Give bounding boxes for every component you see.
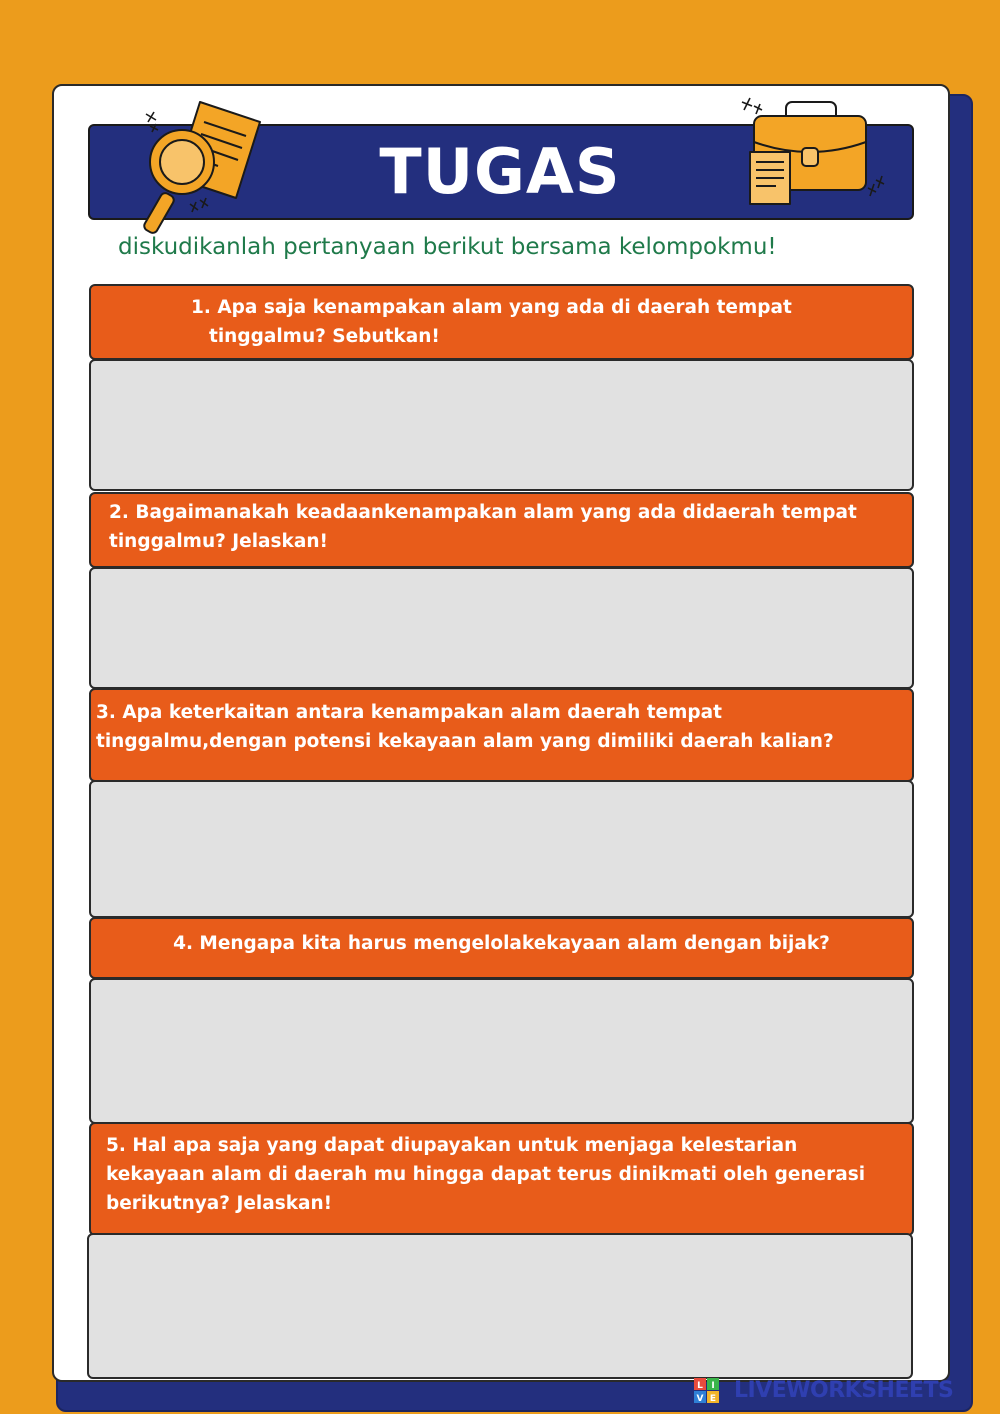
logo-letter-e: E: [709, 1394, 717, 1404]
question-3-header: [89, 688, 914, 782]
question-4-header: [89, 917, 914, 979]
liveworksheets-logo-icon: [694, 1378, 720, 1404]
answer-field-1[interactable]: [89, 359, 914, 491]
logo-letter-i: I: [711, 1381, 715, 1391]
question-3-text: 3. Apa keterkaitan antara kenampakan alam daerah tempat tinggalmu,dengan potensi kekayaan alam yang dimiliki daerah kalian?: [96, 702, 834, 752]
logo-letter-v: V: [696, 1394, 704, 1404]
question-5-text: 5. Hal apa saja yang dapat diupayakan untuk menjaga kelestarian kekayaan alam di daerah mu hingga dapat terus dinikmati oleh generasi berikutnya? Jelaskan!: [106, 1135, 866, 1214]
answer-field-3[interactable]: [89, 780, 914, 918]
question-2-header: [89, 492, 914, 568]
instructions-subtitle: diskudikanlah pertanyaan berikut bersama kelompokmu!: [118, 234, 777, 260]
question-1-header: [89, 284, 914, 360]
question-5-header: [89, 1122, 914, 1236]
page-title: TUGAS: [379, 135, 621, 208]
answer-field-4[interactable]: [89, 978, 914, 1124]
liveworksheets-watermark: [694, 1376, 994, 1406]
answer-field-2[interactable]: [89, 567, 914, 689]
magnifier-document-icon: [138, 100, 268, 235]
briefcase-icon: [740, 96, 890, 211]
watermark-text: LIVEWORKSHEETS: [734, 1378, 954, 1403]
question-4-text: 4. Mengapa kita harus mengelolakekayaan alam dengan bijak?: [173, 933, 830, 954]
question-1-text: 1. Apa saja kenampakan alam yang ada di daerah tempat tinggalmu? Sebutkan!: [191, 297, 792, 347]
logo-letter-l: L: [697, 1381, 703, 1391]
question-2-text: 2. Bagaimanakah keadaankenampakan alam yang ada didaerah tempat tinggalmu? Jelaskan!: [109, 502, 857, 552]
answer-field-5[interactable]: [87, 1233, 913, 1379]
